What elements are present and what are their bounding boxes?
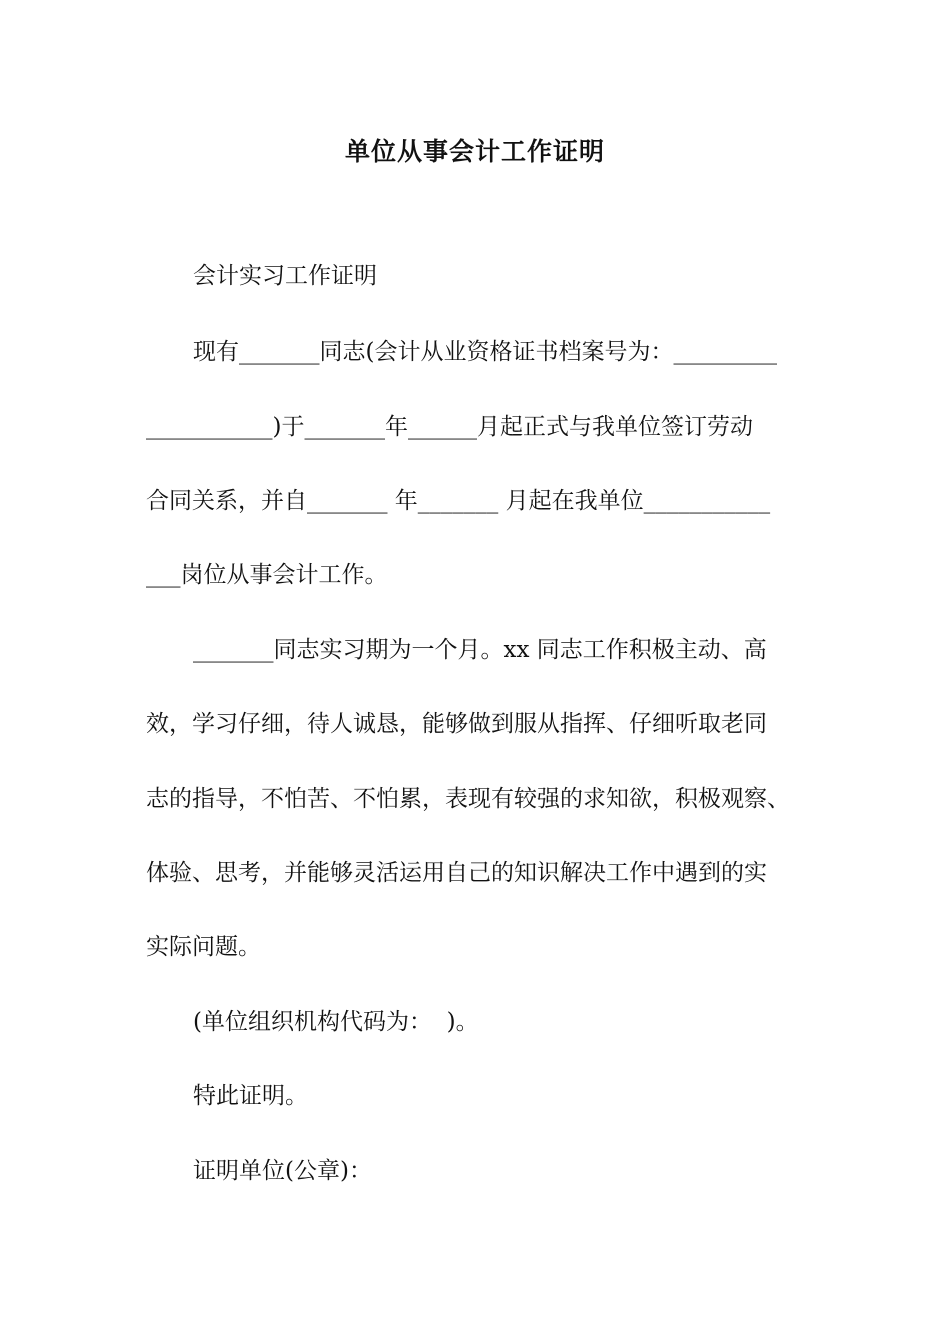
document-title: 单位从事会计工作证明 (344, 137, 605, 166)
closing-line: 特此证明。 (193, 1083, 308, 1109)
body-line: 合同关系，并自_______ 年_______ 月起在我单位___________ (146, 488, 771, 514)
org-code-line: (单位组织机构代码为： )。 (193, 1009, 479, 1035)
body-line: 实际问题。 (146, 934, 261, 960)
body-line: 志的指导，不怕苦、不怕累，表现有较强的求知欲，积极观察、 (146, 786, 790, 812)
body-line: 效，学习仔细，待人诚恳，能够做到服从指挥、仔细听取老同 (146, 711, 767, 737)
body-line: ___________)于_______年______月起正式与我单位签订劳动 (146, 414, 753, 440)
body-line: _______同志实习期为一个月。xx 同志工作积极主动、高 (193, 637, 767, 663)
body-line: 现有_______同志(会计从业资格证书档案号为：_________ (193, 339, 777, 365)
subtitle-line: 会计实习工作证明 (193, 263, 377, 289)
body-line: ___岗位从事会计工作。 (146, 562, 388, 588)
body-line: 体验、思考，并能够灵活运用自己的知识解决工作中遇到的实 (146, 860, 767, 886)
issuer-line: 证明单位(公章)： (193, 1158, 372, 1184)
